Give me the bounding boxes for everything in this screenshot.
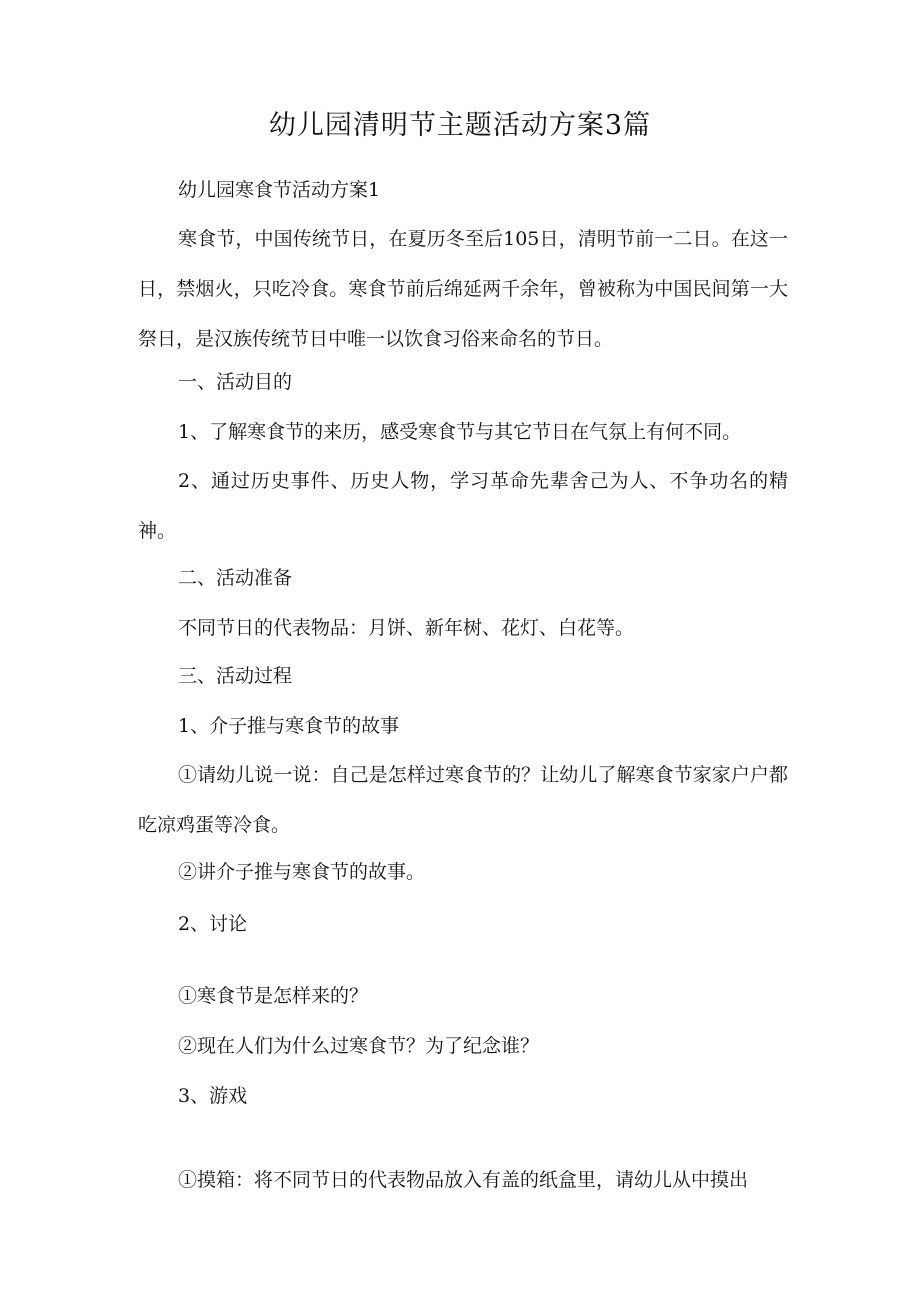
- heading-activity-preparation: 二、活动准备: [178, 567, 293, 589]
- paragraph-intro: 寒食节，中国传统节日，在夏历冬至后105日，清明节前一二日。在这一日，禁烟火，只吃冷食。寒食节前后绵延两千余年，曾被称为中国民间第一大祭日，是汉族传统节日中唯一以饮食习俗来命名的节日。: [138, 228, 788, 350]
- heading-game: 3、游戏: [178, 1085, 248, 1107]
- paragraph-goal-1: 1、了解寒食节的来历，感受寒食节与其它节日在气氛上有何不同。: [178, 421, 742, 443]
- paragraph-discussion-1: ①寒食节是怎样来的？: [178, 985, 369, 1007]
- paragraph-preparation-items: 不同节日的代表物品：月饼、新年树、花灯、白花等。: [178, 617, 635, 639]
- document-title: 幼儿园清明节主题活动方案3篇: [268, 110, 652, 141]
- paragraph-story-step-2: ②讲介子推与寒食节的故事。: [178, 861, 426, 883]
- heading-discussion: 2、讨论: [178, 913, 248, 935]
- heading-activity-goals: 一、活动目的: [178, 371, 293, 393]
- paragraph-game-1: ①摸箱：将不同节日的代表物品放入有盖的纸盒里，请幼儿从中摸出: [178, 1169, 749, 1191]
- paragraph-discussion-2: ②现在人们为什么过寒食节？为了纪念谁？: [178, 1035, 540, 1057]
- heading-activity-process: 三、活动过程: [178, 665, 293, 687]
- paragraph-subtitle: 幼儿园寒食节活动方案1: [178, 179, 381, 201]
- heading-story: 1、介子推与寒食节的故事: [178, 715, 400, 737]
- paragraph-goal-2: 2、通过历史事件、历史人物，学习革命先辈舍己为人、不争功名的精神。: [138, 470, 788, 542]
- paragraph-story-step-1: ①请幼儿说一说：自己是怎样过寒食节的？让幼儿了解寒食节家家户户都吃凉鸡蛋等冷食。: [138, 764, 788, 836]
